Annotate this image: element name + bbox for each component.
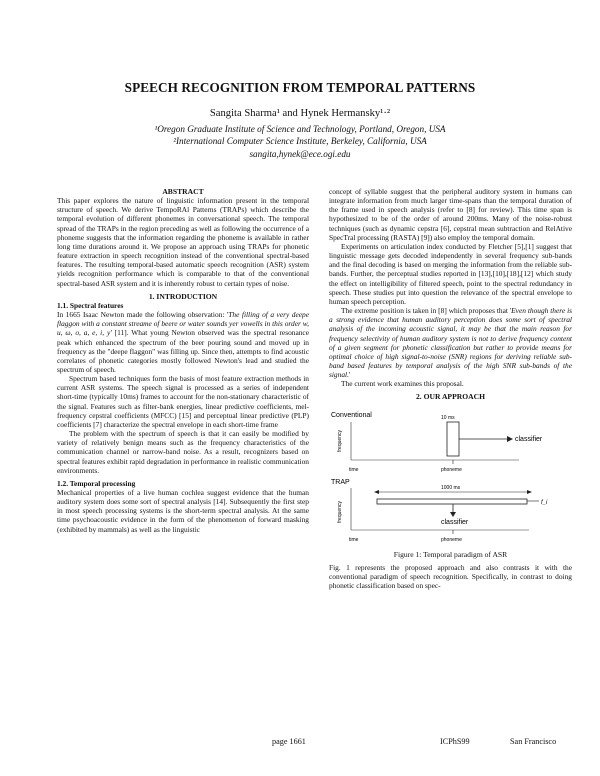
label-fi: f_i — [541, 499, 548, 506]
label-classifier-top: classifier — [515, 435, 543, 443]
right-paragraph-1: concept of syllable suggest that the peripheral auditory system in humans can integrate information from much larger time-spans than the temporal duration of the frame used in speech analysis (refer to [8] for review). This time span is hypothesized to be of the order of around 200ms. Many of the noise-robust techniques (such as dynamic cepstra [6], cepstral mean subtraction and RelAtive SpecTral processing (RASTA) [9]) also employ the temporal domain. — [329, 187, 572, 242]
affiliation-icsi: ²International Computer Science Institute, Berkeley, California, USA — [173, 136, 427, 146]
right-column — [329, 187, 572, 590]
affiliation-ogi: ¹Oregon Graduate Institute of Science and Technology, Portland, Oregon, USA — [154, 124, 446, 134]
label-1000ms: 1000 ms — [441, 484, 461, 491]
approach-heading: 2. OUR APPROACH — [416, 392, 485, 402]
left-column — [57, 187, 309, 534]
figure-caption: Figure 1: Temporal paradigm of ASR — [393, 549, 508, 559]
abstract-text: This paper explores the nature of linguistic information present in the temporal structure of speech. We derive TempoRAl Patterns (TRAPs) which describe the temporal evolution of different phonemes in conversational speech. The temporal spread of the TRAPs in the region preceding as well as following the occurrence of a phoneme suggests that the information regarding the phoneme is available in rather long time durations around it. We propose an approach using TRAPs for phonetic feature extraction in speech recognition instead of the conventional spectral-based features. The resulting temporal-based automatic speech recognition (ASR) system yields recognition performance which is comparable to that of the conventional spectral-based ASR system and it is inherently robust to certain types of noise. — [57, 196, 309, 288]
label-freq-bottom: frequency — [337, 500, 343, 523]
right-paragraph-4: The current work examines this proposal. — [341, 379, 464, 389]
intro-heading: 1. INTRODUCTION — [148, 291, 218, 301]
intro-paragraph-4: Mechanical properties of a live human cochlea suggest evidence that the human auditory system does some sort of spectral analysis [14]. Subsequently the first step in most speech processing systems is the short-term spectral analysis. At the same time psychoacoustic evidence in the form of the phenomenon of forward masking (exhibited by mammals) as well as the linguistic — [57, 488, 309, 534]
label-phoneme-top: phoneme — [441, 466, 462, 473]
intro-paragraph-2: Spectrum based techniques form the basis of most feature extraction methods in current ASR systems. The speech signal is processed as a series of independent short-time (typically 10ms) frames to account for the non-stationary characteristic of the signal. Features such as filter-bank energies, linear predictive coefficients, mel-frequency cepstral coefficients (MFCC) [15] and perceptual linear predictive (PLP) coefficients [7] characterize the spectral envelope in each short-time frame — [57, 374, 309, 429]
label-freq-top: frequency — [337, 429, 343, 452]
conference-location: San Francisco — [510, 737, 557, 746]
author-email: sangita,hynek@ece.ogi.edu — [249, 149, 351, 159]
right-paragraph-2: Experiments on articulation index conducted by Fletcher [5],[1] suggest that linguistic message gets decoded independently in several frequency sub-bands and the final decoding is based on merging the information from the reliable sub-bands. Further, the perceptual studies reported in [13],[10],[18],[12] which study the effect on intelligibility of filtered speech, point to the spectral redundancy in speech. These studies put into question the relevance of the spectral envelope to human speech perception. — [329, 241, 572, 306]
conference-name: ICPhS99 — [440, 737, 470, 746]
span-arrow-right — [527, 490, 532, 494]
arrowhead-conv — [507, 436, 513, 442]
label-conventional: Conventional — [331, 411, 372, 419]
label-trap: TRAP — [331, 478, 350, 486]
label-time-top: time — [349, 466, 359, 473]
paper-title: SPEECH RECOGNITION FROM TEMPORAL PATTERNS — [124, 80, 476, 95]
figure-temporal-paradigm — [329, 408, 572, 544]
page-number: page 1661 — [272, 737, 306, 746]
subsection-temporal: 1.2. Temporal processing — [57, 478, 136, 488]
short-frame — [447, 422, 459, 456]
arrowhead-trap — [450, 512, 456, 517]
span-arrow-left — [374, 490, 379, 494]
newton-quote: The filling of a very deepe flaggon with a constant streame of beere or water sounds yer vowells in this order w, u, ω, o, a, e, i, y' — [57, 310, 310, 338]
right-paragraph-3: The extreme position is taken in [8] which proposes that 'Even though there is a strong evidence that human auditory perception does some sort of spectral analysis of the incoming acoustic signal, it may be that the main reason for frequency selectivity of human auditory system is not to derive frequency content of a given segment for phonetic classification but rather to provide means for optimal choice of high signal-to-noise (SNR) regions for deriving reliable sub-band based features by temporal analysis of the high SNR sub-bands of the signal.' — [329, 306, 572, 380]
label-time-bottom: time — [349, 536, 359, 543]
subsection-spectral: 1.1. Spectral features — [57, 300, 124, 310]
right-paragraph-5: Fig. 1 represents the proposed approach and also contrasts it with the conventional paradigm of speech recognition. Specifically, in contrast to doing phonetic classification based on spec- — [329, 562, 572, 591]
label-classifier-bottom: classifier — [441, 518, 469, 526]
intro-paragraph-1: In 1665 Isaac Newton made the following observation: 'The filling of a very deepe flaggon with a constant streame of beere or water sounds yer vowells in this order w, u, ω, o, a, e, i, y' [11]. What young Newton observed was the spectral resonance peak which enhanced the spectrum of the beer pouring sound and moved up in frequency as the "deepe flaggon" was filling up. Since then, attempts to find acoustic correlates of phonetic categories mostly followed Newton's lead and studied the spectrum of speech. — [57, 310, 310, 374]
figure-diagram — [329, 408, 572, 544]
hypothesis-quote: Even though there is a strong evidence that human auditory perception does some sort of spectral analysis of the incoming acoustic signal, it may be that the main reason for frequency selectivity of human auditory system is not to derive frequency content of a given segment for phonetic classification but rather to provide means for optimal choice of high signal-to-noise (SNR) regions for deriving reliable sub-band based features by temporal analysis of the high SNR sub-bands of the signal. — [329, 306, 572, 380]
intro-paragraph-3: The problem with the spectrum of speech is that it can easily be modified by variety of relatively benign means such as the frequency characteristics of the communication channel or narrow-band noise. As a result, recognizers based on spectral features exhibit rapid degradation in performance in realistic communication environments. — [57, 429, 309, 475]
label-phoneme-bottom: phoneme — [441, 536, 462, 543]
abstract-heading: ABSTRACT — [162, 187, 204, 196]
label-10ms: 10 ms — [441, 414, 455, 421]
long-band — [377, 499, 527, 504]
author-line: Sangita Sharma¹ and Hynek Hermansky¹·² — [209, 108, 391, 119]
